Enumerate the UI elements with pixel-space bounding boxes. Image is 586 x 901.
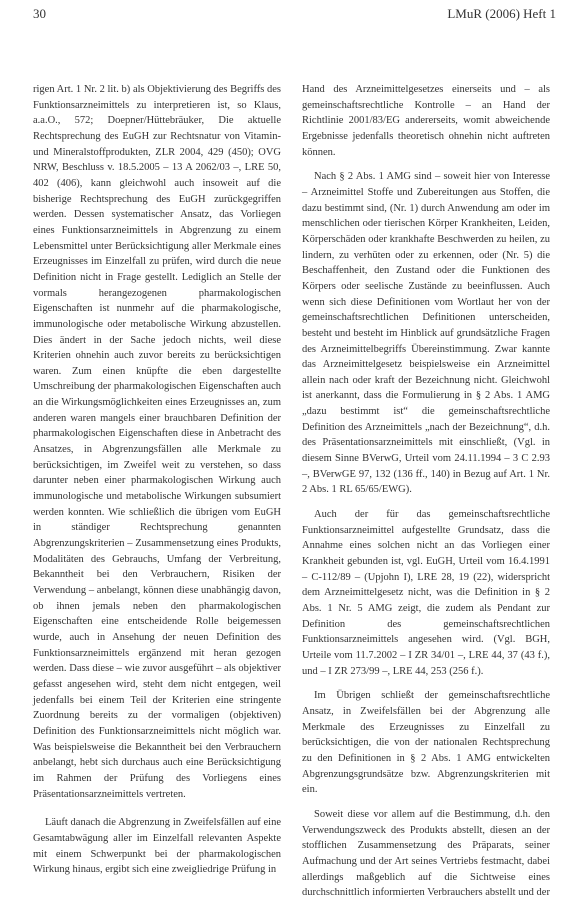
right-paragraph-5: Soweit diese vor allem auf die Bestimmung, d.h. den Verwendungszweck des Produkts abstellt, diesen an der stofflichen Zusammensetzung des Präparats, seiner Aufmachung und der Art seines Vertriebs festmacht, dabei allerdings maßgeblich auf die Sichtweise eines durchschnittlich informierten Verbrauchers abstellt und der	[302, 808, 550, 899]
right-paragraph-1: Hand des Arzneimittelgesetzes einerseits und – als gemeinschaftsrechtliche Kontrolle – an Hand der Richtlinie 2001/83/EG andererseits, womit abweichende Ergebnisse jedenfalls theoretisch ohnehin nicht auftreten können.	[302, 84, 550, 158]
page-number: 30	[33, 6, 46, 21]
left-paragraph-1: rigen Art. 1 Nr. 2 lit. b) als Objektivierung des Begriffs des Funktionsarzneimittels zu interpretieren ist, so Klaus, a.a.O., 572; Doepner/Hüttebräuker, Die aktuelle Rechtsprechung des EuGH zur Rechtsnatur von Vitamin- und Mineralstoffprodukten, ZLR 2004, 429 (450); OVG NRW, Beschluss v. 18.5.2005 – 13 A 2062/03 –, LRE 50, 402 (406), kann gleichwohl auch insoweit auf die bisherige Rechtsprechung des EuGH zurückgegriffen werden. Dessen systematischer Ansatz, das Vorliegen eines Funktionsarzneimittels in Abgrenzung zu einem Lebensmittel unter Berücksichtigung aller Merkmale eines Erzeugnisses im Einzelfall zu prüfen, wird durch die neue Definition nicht in Frage gestellt. Lediglich an Stelle der vormals herangezogenen pharmakologischen Eigenschaften ist nunmehr auf die pharmakologische, immunologische oder metabolische Wirkung abzustellen. Dies ändert in der Sache jedoch nichts, weil diese Kriterien ohnehin auch zuvor bereits zu berücksichtigen waren. Zum einen knüpfte die eben dargestellte Umschreibung der pharmakologischen Eigenschaften auch an die Wirkungsmöglichkeiten eines Erzeugnisses an, zum anderen waren mangels einer brauchbaren Definition der pharmakologischen Eigenschaften diese in Anbetracht des Ansatzes, in Abgrenzungsfällen alle Merkmale zu berücksichtigen, im Zweifel weit zu verstehen, so dass darunter neben einer pharmakologischen Wirkung auch immunologische und metabolische Wirkungen subsumiert werden konnten. Wie schließlich die übrigen vom EuGH in ständiger Rechtsprechung genannten Abgrenzungskriterien – Zusammensetzung eines Produkts, Modalitäten des Gebrauchs, Umfang der Verbreitung, Bekanntheit bei den Verbrauchern, Risiken der Verwendung – anbelangt, können diese unabhängig davon, ob ihnen jemals neben den pharmakologischen Eigenschaften eine entscheidende Rolle beigemessen wurde, auch in Ansehung der neuen Definition des Funktionsarzneimittels ergänzend mit heran gezogen werden. Dass diese – wie zuvor ausgeführt – als objektiver gefasst angesehen wird, steht dem nicht entgegen, weil jedenfalls bei einem Teil der Kriterien eine stringente Zuordnung bereits zu der vormaligen (objektiven) Definition des Funktionsarzneimittels nicht möglich war. Was beispielsweise die Bekanntheit bei den Verbrauchern anbelangt, hebt sich durchaus auch eine Berücksichtigung im Rahmen der Prüfung des Vorliegens eines Präsentationsarzneimittels vertreten.	[33, 84, 281, 800]
right-paragraph-2: Nach § 2 Abs. 1 AMG sind – soweit hier von Interesse – Arzneimittel Stoffe und Zubereitungen aus Stoffen, die dazu bestimmt sind, (Nr. 1) durch Anwendung am oder im menschlichen oder tierischen Körper Krankheiten, Leiden, Körperschäden oder krankhafte Beschwerden zu heilen, zu lindern, zu verhüten oder zu erkennen, oder (Nr. 5) die Beschaffenheit, den Zustand oder die Funktionen des Körpers oder seelische Zustände zu beeinflussen. Auch wenn sich diese Definitionen vom Wortlaut her von der gemeinschaftsrechtlichen Definitionen unterscheiden, besteht und besteht im Hinblick auf grundsätzliche Fragen des Arzneimittelbegriffs Übereinstimmung. Zwar kannte das Arzneimittelgesetz beispielsweise ein Arzneimittel allein nach oder kraft der Bezeichnung nicht. Gleichwohl ist anerkannt, dass die Formulierung in § 2 Abs. 1 AMG „dazu bestimmt ist“ die gemeinschaftsrechtliche Definition des Arzneimittels „nach der Bezeichnung“, d.h. des Präsentationsarzneimittels mit einschließt, (Vgl. in diesem Sinne BVerwG, Urteil vom 24.11.1994 – 3 C 2.93 –, BVerwGE 97, 132 (136 ff., 140) in Bezug auf Art. 1 Nr. 2 Abs. 1 RL 65/65/EWG).	[302, 171, 550, 496]
journal-reference: LMuR (2006) Heft 1	[447, 6, 556, 21]
right-paragraph-4: Im Übrigen schließt der gemeinschaftsrechtliche Ansatz, in Zweifelsfällen bei der Abgrenzung alle Merkmale des Erzeugnisses zu Einzelfall zu berücksichtigen, die von der nationalen Rechtsprechung zu den Definitionen in § 2 Abs. 1 AMG entwickelten Abgrenzungsgrundsätze bzw. Abgrenzungskriterien mit ein.	[302, 690, 550, 796]
right-column	[302, 82, 550, 901]
right-paragraph-3: Auch der für das gemeinschaftsrechtliche Funktionsarzneimittel aufgestellte Grundsatz, dass die Annahme eines solchen nicht an das Vorliegen einer Krankheit gebunden ist, vgl. EuGH, Urteil vom 16.4.1991 – C-112/89 – (Upjohn I), LRE 28, 19 (22), widerspricht dem Arzneimittelgesetz nicht, was die Definition in § 2 Abs. 1 Nr. 5 AMG zeigt, die zudem als Pendant zur Definition des gemeinschaftsrechtlichen Funktionsarzneimittels angesehen wird. (Vgl. BGH, Urteile vom 11.7.2002 – I ZR 34/01 –, LRE 44, 37 (43 f.), und – I ZR 273/99 –, LRE 44, 253 (256 f.).	[302, 509, 550, 677]
left-paragraph-2: Läuft danach die Abgrenzung in Zweifelsfällen auf eine Gesamtabwägung aller im Einzelfall relevanten Aspekte mit einem Schwerpunkt bei der pharmakologischen Wirkung hinaus, ergibt sich eine zweigliedrige Prüfung in	[33, 817, 281, 876]
page-header	[33, 6, 556, 22]
left-column	[33, 82, 281, 878]
